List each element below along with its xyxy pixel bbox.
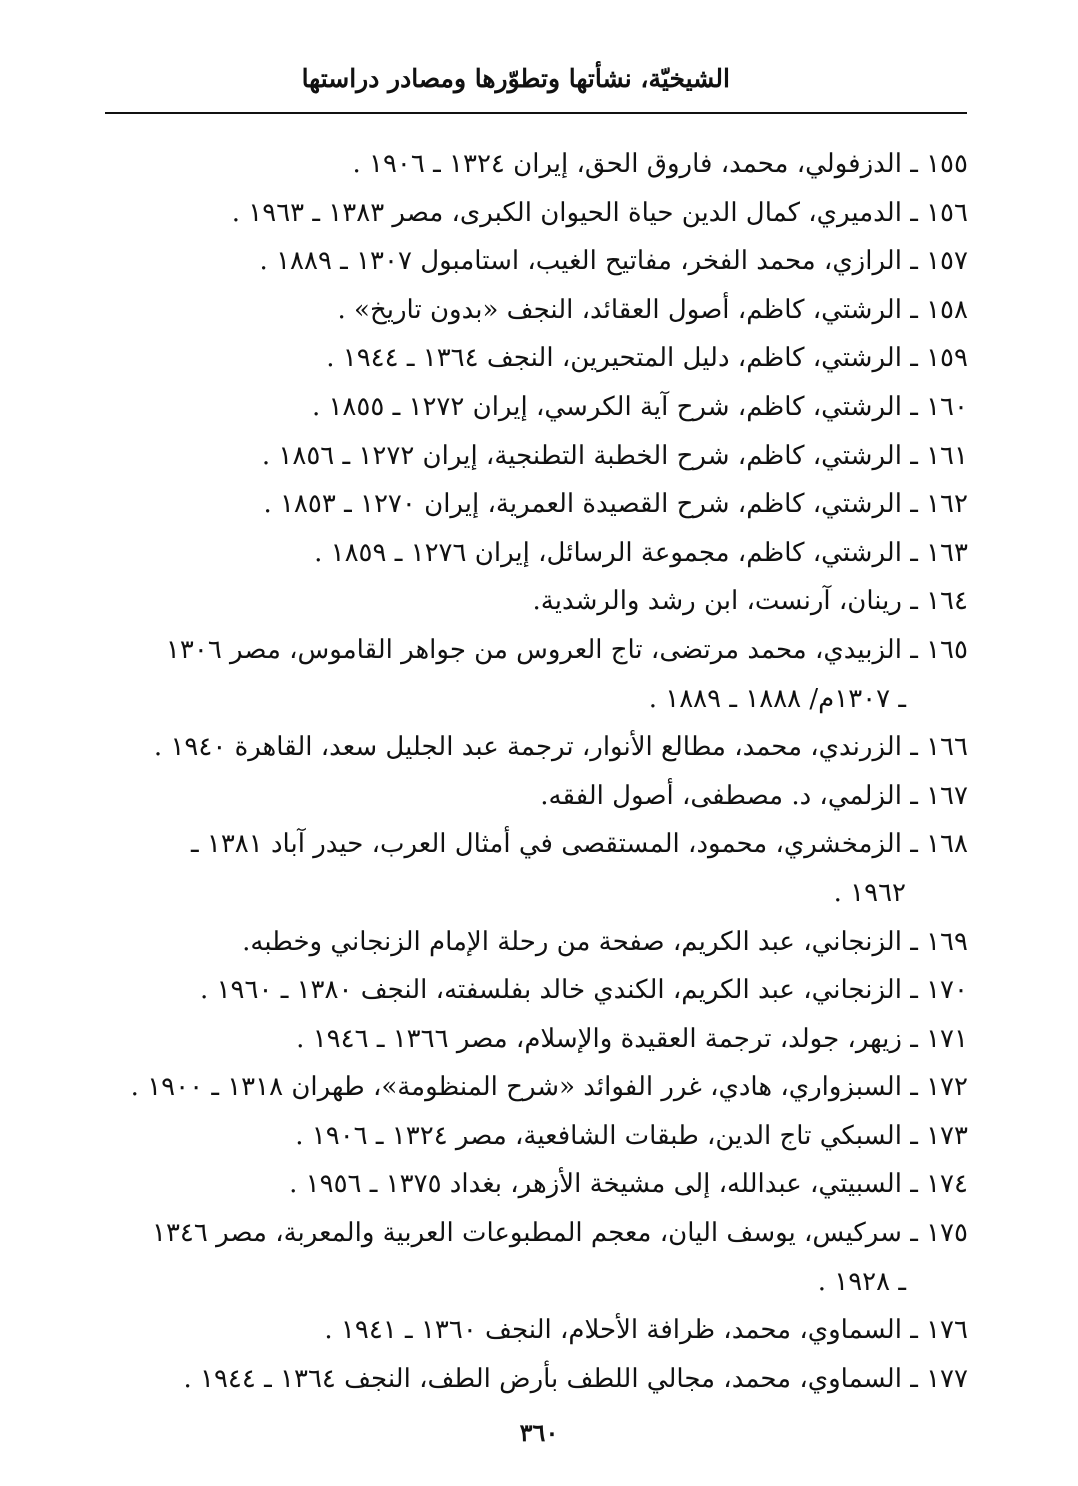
bibliography-entry-169 bbox=[98, 918, 968, 967]
bibliography-entry-155 bbox=[98, 140, 968, 189]
bibliography-entry-164 bbox=[98, 577, 968, 626]
entry-text: ١٦٩ ـ الزنجاني، عبد الكريم، صفحة من رحلة الإمام الزنجاني وخطبه. bbox=[242, 926, 968, 957]
entry-text: ١٥٩ ـ الرشتي، كاظم، دليل المتحيرين، النجف ١٣٦٤ ـ ١٩٤٤ . bbox=[326, 343, 968, 374]
entry-text: ١٦٤ ـ رينان، آرنست، ابن رشد والرشدية. bbox=[532, 586, 968, 617]
bibliography-entry-174 bbox=[98, 1160, 968, 1209]
entry-text: ١٦٨ ـ الزمخشري، محمود، المستقصى في أمثال العرب، حيدر آباد ١٣٨١ ـ bbox=[190, 829, 968, 860]
page-number: ٣٦٠ bbox=[519, 1418, 559, 1447]
entry-text: ١٥٦ ـ الدميري، كمال الدين حياة الحيوان الكبرى، مصر ١٣٨٣ ـ ١٩٦٣ . bbox=[231, 197, 968, 228]
entry-text: ١٥٥ ـ الدزفولي، محمد، فاروق الحق، إيران ١٣٢٤ ـ ١٩٠٦ . bbox=[352, 149, 968, 179]
entry-text: ١٦٦ ـ الزرندي، محمد، مطالع الأنوار، ترجمة عبد الجليل سعد، القاهرة ١٩٤٠ . bbox=[153, 732, 968, 763]
entry-text: ١٧٤ ـ السبيتي، عبدالله، إلى مشيخة الأزهر، بغداد ١٣٧٥ ـ ١٩٥٦ . bbox=[289, 1169, 968, 1200]
bibliography-entry-158 bbox=[98, 286, 968, 335]
entry-text: ١٧٣ ـ السبكي تاج الدين، طبقات الشافعية، مصر ١٣٢٤ ـ ١٩٠٦ . bbox=[295, 1120, 968, 1151]
bibliography-list bbox=[98, 140, 968, 1403]
entry-text: ١٦٠ ـ الرشتي، كاظم، شرح آية الكرسي، إيران ١٢٧٢ ـ ١٨٥٥ . bbox=[311, 391, 968, 422]
bibliography-entry-173 bbox=[98, 1112, 968, 1161]
entry-text: ١٧٧ ـ السماوي، محمد، مجالي اللطف بأرض الطف، النجف ١٣٦٤ ـ ١٩٤٤ . bbox=[183, 1363, 968, 1394]
bibliography-entry-167 bbox=[98, 772, 968, 821]
entry-text: ١٥٧ ـ الرازي، محمد الفخر، مفاتيح الغيب، استامبول ١٣٠٧ ـ ١٨٨٩ . bbox=[259, 246, 968, 277]
bibliography-entry-170 bbox=[98, 966, 968, 1015]
entry-text: ١٦٢ ـ الرشتي، كاظم، شرح القصيدة العمرية، إيران ١٢٧٠ ـ ١٨٥٣ . bbox=[263, 489, 968, 520]
entry-continuation: ١٩٦٢ . bbox=[833, 877, 906, 908]
entry-continuation: ـ ١٩٢٨ . bbox=[817, 1266, 906, 1297]
bibliography-entry-162 bbox=[98, 480, 968, 529]
entry-text: ١٧٦ ـ السماوي، محمد، ظرافة الأحلام، النجف ١٣٦٠ ـ ١٩٤١ . bbox=[324, 1315, 968, 1346]
bibliography-entry-177 bbox=[98, 1355, 968, 1404]
bibliography-entry-165 bbox=[98, 626, 968, 723]
bibliography-entry-176 bbox=[98, 1306, 968, 1355]
entry-text: ١٦٣ ـ الرشتي، كاظم، مجموعة الرسائل، إيران ١٢٧٦ ـ ١٨٥٩ . bbox=[314, 537, 968, 568]
entry-continuation: ـ ١٣٠٧م/ ١٨٨٨ ـ ١٨٨٩ . bbox=[648, 683, 906, 714]
bibliography-entry-161 bbox=[98, 432, 968, 481]
bibliography-entry-175 bbox=[98, 1209, 968, 1306]
bibliography-entry-156 bbox=[98, 189, 968, 238]
entry-text: ١٦٥ ـ الزبيدي، محمد مرتضى، تاج العروس من جواهر القاموس، مصر ١٣٠٦ bbox=[165, 634, 968, 665]
entry-text: ١٦٧ ـ الزلمي، د. مصطفى، أصول الفقه. bbox=[540, 780, 968, 811]
bibliography-entry-171 bbox=[98, 1015, 968, 1064]
entry-text: ١٦١ ـ الرشتي، كاظم، شرح الخطبة التطنجية، إيران ١٢٧٢ ـ ١٨٥٦ . bbox=[261, 440, 968, 471]
entry-text: ١٧٠ ـ الزنجاني، عبد الكريم، الكندي خالد بفلسفته، النجف ١٣٨٠ ـ ١٩٦٠ . bbox=[200, 975, 968, 1006]
bibliography-entry-159 bbox=[98, 334, 968, 383]
header-rule bbox=[105, 112, 967, 114]
bibliography-entry-163 bbox=[98, 529, 968, 578]
bibliography-entry-157 bbox=[98, 237, 968, 286]
bibliography-entry-172 bbox=[98, 1063, 968, 1112]
entry-text: ١٧٢ ـ السبزواري، هادي، غرر الفوائد «شرح المنظومة»، طهران ١٣١٨ ـ ١٩٠٠ . bbox=[130, 1072, 968, 1103]
running-header: الشيخيّة، نشأتها وتطوّرها ومصادر دراستها bbox=[301, 64, 730, 93]
entry-text: ١٧١ ـ زيهر، جولد، ترجمة العقيدة والإسلام، مصر ١٣٦٦ ـ ١٩٤٦ . bbox=[296, 1023, 968, 1054]
entry-text: ١٧٥ ـ سركيس، يوسف اليان، معجم المطبوعات العربية والمعربة، مصر ١٣٤٦ bbox=[151, 1218, 968, 1249]
bibliography-entry-166 bbox=[98, 723, 968, 772]
bibliography-entry-168 bbox=[98, 820, 968, 917]
entry-text: ١٥٨ ـ الرشتي، كاظم، أصول العقائد، النجف «بدون تاريخ» . bbox=[337, 294, 968, 325]
bibliography-entry-160 bbox=[98, 383, 968, 432]
